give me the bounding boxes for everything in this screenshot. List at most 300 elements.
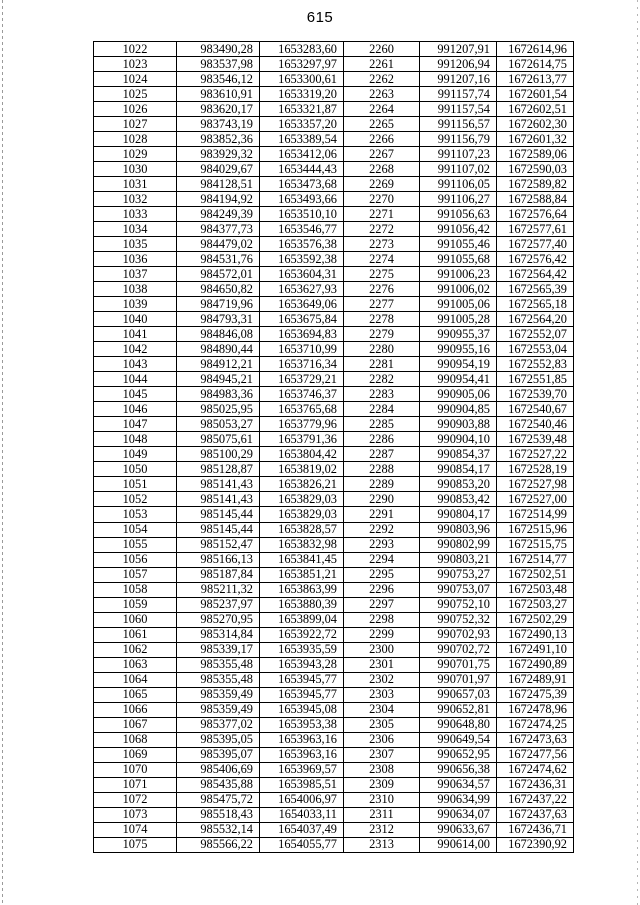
table-row <box>94 597 574 612</box>
point-id-cell: 1055 <box>94 537 177 552</box>
point-id-cell: 1054 <box>94 522 177 537</box>
point-id-cell: 1047 <box>94 417 177 432</box>
point-id-cell: 2296 <box>344 582 420 597</box>
x-coordinate-cell: 984719,96 <box>177 297 260 312</box>
x-coordinate-cell: 985145,44 <box>177 522 260 537</box>
y-coordinate-cell: 1653412,06 <box>260 147 344 162</box>
point-id-cell: 1031 <box>94 177 177 192</box>
y-coordinate-cell: 1653828,57 <box>260 522 344 537</box>
point-id-cell: 2310 <box>344 792 420 807</box>
y-coordinate-cell: 1654037,49 <box>260 822 344 837</box>
y-coordinate-cell: 1672514,77 <box>497 552 574 567</box>
table-row <box>94 447 574 462</box>
y-coordinate-cell: 1653319,20 <box>260 87 344 102</box>
x-coordinate-cell: 990955,37 <box>420 327 497 342</box>
point-id-cell: 2283 <box>344 387 420 402</box>
table-row <box>94 252 574 267</box>
point-id-cell: 2299 <box>344 627 420 642</box>
point-id-cell: 1041 <box>94 327 177 342</box>
point-id-cell: 2275 <box>344 267 420 282</box>
point-id-cell: 2294 <box>344 552 420 567</box>
table-row <box>94 462 574 477</box>
x-coordinate-cell: 984479,02 <box>177 237 260 252</box>
x-coordinate-cell: 990803,96 <box>420 522 497 537</box>
table-row <box>94 582 574 597</box>
point-id-cell: 1034 <box>94 222 177 237</box>
y-coordinate-cell: 1672515,96 <box>497 522 574 537</box>
x-coordinate-cell: 983490,28 <box>177 42 260 57</box>
y-coordinate-cell: 1672527,98 <box>497 477 574 492</box>
x-coordinate-cell: 984531,76 <box>177 252 260 267</box>
y-coordinate-cell: 1653765,68 <box>260 402 344 417</box>
table-row <box>94 72 574 87</box>
point-id-cell: 2312 <box>344 822 420 837</box>
table-row <box>94 297 574 312</box>
point-id-cell: 2295 <box>344 567 420 582</box>
x-coordinate-cell: 984572,01 <box>177 267 260 282</box>
table-row <box>94 537 574 552</box>
y-coordinate-cell: 1672540,67 <box>497 402 574 417</box>
y-coordinate-cell: 1672576,64 <box>497 207 574 222</box>
x-coordinate-cell: 991157,74 <box>420 87 497 102</box>
point-id-cell: 2306 <box>344 732 420 747</box>
y-coordinate-cell: 1672565,39 <box>497 282 574 297</box>
table-row <box>94 132 574 147</box>
table-row <box>94 357 574 372</box>
table-row <box>94 672 574 687</box>
point-id-cell: 1058 <box>94 582 177 597</box>
x-coordinate-cell: 991157,54 <box>420 102 497 117</box>
point-id-cell: 2308 <box>344 762 420 777</box>
y-coordinate-cell: 1672502,51 <box>497 567 574 582</box>
y-coordinate-cell: 1672552,83 <box>497 357 574 372</box>
y-coordinate-cell: 1653300,61 <box>260 72 344 87</box>
point-id-cell: 1043 <box>94 357 177 372</box>
point-id-cell: 1033 <box>94 207 177 222</box>
y-coordinate-cell: 1653627,93 <box>260 282 344 297</box>
table-row <box>94 267 574 282</box>
y-coordinate-cell: 1653963,16 <box>260 747 344 762</box>
point-id-cell: 1061 <box>94 627 177 642</box>
point-id-cell: 2270 <box>344 192 420 207</box>
point-id-cell: 1062 <box>94 642 177 657</box>
table-row <box>94 417 574 432</box>
point-id-cell: 1052 <box>94 492 177 507</box>
x-coordinate-cell: 990701,97 <box>420 672 497 687</box>
y-coordinate-cell: 1672539,70 <box>497 387 574 402</box>
x-coordinate-cell: 990652,95 <box>420 747 497 762</box>
y-coordinate-cell: 1653922,72 <box>260 627 344 642</box>
x-coordinate-cell: 985359,49 <box>177 687 260 702</box>
point-id-cell: 2272 <box>344 222 420 237</box>
point-id-cell: 2288 <box>344 462 420 477</box>
point-id-cell: 2273 <box>344 237 420 252</box>
table-row <box>94 747 574 762</box>
point-id-cell: 2290 <box>344 492 420 507</box>
x-coordinate-cell: 991056,63 <box>420 207 497 222</box>
y-coordinate-cell: 1654055,77 <box>260 837 344 852</box>
point-id-cell: 1038 <box>94 282 177 297</box>
table-row <box>94 177 574 192</box>
point-id-cell: 1059 <box>94 597 177 612</box>
point-id-cell: 2292 <box>344 522 420 537</box>
point-id-cell: 1070 <box>94 762 177 777</box>
y-coordinate-cell: 1672527,00 <box>497 492 574 507</box>
y-coordinate-cell: 1653851,21 <box>260 567 344 582</box>
y-coordinate-cell: 1653863,99 <box>260 582 344 597</box>
x-coordinate-cell: 983537,98 <box>177 57 260 72</box>
y-coordinate-cell: 1672490,89 <box>497 657 574 672</box>
y-coordinate-cell: 1653969,57 <box>260 762 344 777</box>
y-coordinate-cell: 1654033,11 <box>260 807 344 822</box>
table-row <box>94 717 574 732</box>
point-id-cell: 1060 <box>94 612 177 627</box>
table-row <box>94 207 574 222</box>
x-coordinate-cell: 990649,54 <box>420 732 497 747</box>
y-coordinate-cell: 1672515,75 <box>497 537 574 552</box>
y-coordinate-cell: 1653945,77 <box>260 687 344 702</box>
x-coordinate-cell: 985053,27 <box>177 417 260 432</box>
x-coordinate-cell: 985141,43 <box>177 477 260 492</box>
y-coordinate-cell: 1672564,42 <box>497 267 574 282</box>
x-coordinate-cell: 985395,05 <box>177 732 260 747</box>
y-coordinate-cell: 1672528,19 <box>497 462 574 477</box>
y-coordinate-cell: 1672514,99 <box>497 507 574 522</box>
y-coordinate-cell: 1653945,08 <box>260 702 344 717</box>
x-coordinate-cell: 984377,73 <box>177 222 260 237</box>
x-coordinate-cell: 990657,03 <box>420 687 497 702</box>
y-coordinate-cell: 1653829,03 <box>260 507 344 522</box>
x-coordinate-cell: 990853,20 <box>420 477 497 492</box>
table-row <box>94 432 574 447</box>
y-coordinate-cell: 1653819,02 <box>260 462 344 477</box>
point-id-cell: 2260 <box>344 42 420 57</box>
x-coordinate-cell: 990752,10 <box>420 597 497 612</box>
x-coordinate-cell: 990853,42 <box>420 492 497 507</box>
point-id-cell: 2287 <box>344 447 420 462</box>
x-coordinate-cell: 984650,82 <box>177 282 260 297</box>
x-coordinate-cell: 991106,05 <box>420 177 497 192</box>
x-coordinate-cell: 990802,99 <box>420 537 497 552</box>
y-coordinate-cell: 1653899,04 <box>260 612 344 627</box>
x-coordinate-cell: 990633,67 <box>420 822 497 837</box>
x-coordinate-cell: 985355,48 <box>177 657 260 672</box>
table-row <box>94 642 574 657</box>
x-coordinate-cell: 985270,95 <box>177 612 260 627</box>
point-id-cell: 1044 <box>94 372 177 387</box>
table-row <box>94 477 574 492</box>
y-coordinate-cell: 1672590,03 <box>497 162 574 177</box>
x-coordinate-cell: 984249,39 <box>177 207 260 222</box>
point-id-cell: 2300 <box>344 642 420 657</box>
x-coordinate-cell: 985395,07 <box>177 747 260 762</box>
y-coordinate-cell: 1653804,42 <box>260 447 344 462</box>
y-coordinate-cell: 1672576,42 <box>497 252 574 267</box>
point-id-cell: 1025 <box>94 87 177 102</box>
point-id-cell: 2301 <box>344 657 420 672</box>
y-coordinate-cell: 1672551,85 <box>497 372 574 387</box>
y-coordinate-cell: 1672540,46 <box>497 417 574 432</box>
y-coordinate-cell: 1653943,28 <box>260 657 344 672</box>
table-row <box>94 627 574 642</box>
x-coordinate-cell: 985339,17 <box>177 642 260 657</box>
x-coordinate-cell: 991006,02 <box>420 282 497 297</box>
x-coordinate-cell: 990701,75 <box>420 657 497 672</box>
x-coordinate-cell: 991206,94 <box>420 57 497 72</box>
table-row <box>94 657 574 672</box>
y-coordinate-cell: 1653935,59 <box>260 642 344 657</box>
y-coordinate-cell: 1672436,31 <box>497 777 574 792</box>
point-id-cell: 1042 <box>94 342 177 357</box>
x-coordinate-cell: 984890,44 <box>177 342 260 357</box>
y-coordinate-cell: 1672564,20 <box>497 312 574 327</box>
point-id-cell: 2307 <box>344 747 420 762</box>
y-coordinate-cell: 1672614,96 <box>497 42 574 57</box>
y-coordinate-cell: 1672390,92 <box>497 837 574 852</box>
point-id-cell: 1040 <box>94 312 177 327</box>
x-coordinate-cell: 985128,87 <box>177 462 260 477</box>
table-row <box>94 822 574 837</box>
x-coordinate-cell: 985187,84 <box>177 567 260 582</box>
point-id-cell: 1074 <box>94 822 177 837</box>
point-id-cell: 1046 <box>94 402 177 417</box>
y-coordinate-cell: 1672602,30 <box>497 117 574 132</box>
x-coordinate-cell: 990634,99 <box>420 792 497 807</box>
table-row <box>94 552 574 567</box>
x-coordinate-cell: 991106,27 <box>420 192 497 207</box>
point-id-cell: 2282 <box>344 372 420 387</box>
y-coordinate-cell: 1672437,22 <box>497 792 574 807</box>
point-id-cell: 2293 <box>344 537 420 552</box>
x-coordinate-cell: 984912,21 <box>177 357 260 372</box>
x-coordinate-cell: 990753,27 <box>420 567 497 582</box>
x-coordinate-cell: 991056,42 <box>420 222 497 237</box>
y-coordinate-cell: 1672473,63 <box>497 732 574 747</box>
table-row <box>94 102 574 117</box>
table-row <box>94 687 574 702</box>
x-coordinate-cell: 990803,21 <box>420 552 497 567</box>
y-coordinate-cell: 1672490,13 <box>497 627 574 642</box>
y-coordinate-cell: 1653649,06 <box>260 297 344 312</box>
point-id-cell: 1023 <box>94 57 177 72</box>
x-coordinate-cell: 984128,51 <box>177 177 260 192</box>
x-coordinate-cell: 985377,02 <box>177 717 260 732</box>
x-coordinate-cell: 991156,57 <box>420 117 497 132</box>
point-id-cell: 1026 <box>94 102 177 117</box>
y-coordinate-cell: 1672577,61 <box>497 222 574 237</box>
y-coordinate-cell: 1653963,16 <box>260 732 344 747</box>
point-id-cell: 2286 <box>344 432 420 447</box>
y-coordinate-cell: 1653297,97 <box>260 57 344 72</box>
x-coordinate-cell: 990634,07 <box>420 807 497 822</box>
point-id-cell: 1072 <box>94 792 177 807</box>
point-id-cell: 2305 <box>344 717 420 732</box>
y-coordinate-cell: 1653985,51 <box>260 777 344 792</box>
y-coordinate-cell: 1653953,38 <box>260 717 344 732</box>
point-id-cell: 1069 <box>94 747 177 762</box>
y-coordinate-cell: 1653832,98 <box>260 537 344 552</box>
y-coordinate-cell: 1672539,48 <box>497 432 574 447</box>
point-id-cell: 1032 <box>94 192 177 207</box>
table-row <box>94 312 574 327</box>
x-coordinate-cell: 985355,48 <box>177 672 260 687</box>
table-row <box>94 402 574 417</box>
page-number: 615 <box>306 9 334 26</box>
x-coordinate-cell: 991006,23 <box>420 267 497 282</box>
point-id-cell: 1050 <box>94 462 177 477</box>
table-row <box>94 777 574 792</box>
table-row <box>94 387 574 402</box>
point-id-cell: 2265 <box>344 117 420 132</box>
point-id-cell: 2263 <box>344 87 420 102</box>
x-coordinate-cell: 984983,36 <box>177 387 260 402</box>
point-id-cell: 2279 <box>344 327 420 342</box>
point-id-cell: 2266 <box>344 132 420 147</box>
x-coordinate-cell: 984194,92 <box>177 192 260 207</box>
point-id-cell: 1024 <box>94 72 177 87</box>
y-coordinate-cell: 1653510,10 <box>260 207 344 222</box>
table-row <box>94 57 574 72</box>
x-coordinate-cell: 985166,13 <box>177 552 260 567</box>
table-row <box>94 492 574 507</box>
point-id-cell: 2267 <box>344 147 420 162</box>
x-coordinate-cell: 990656,38 <box>420 762 497 777</box>
y-coordinate-cell: 1672601,32 <box>497 132 574 147</box>
point-id-cell: 1035 <box>94 237 177 252</box>
point-id-cell: 2274 <box>344 252 420 267</box>
table-row <box>94 807 574 822</box>
x-coordinate-cell: 985100,29 <box>177 447 260 462</box>
x-coordinate-cell: 983929,32 <box>177 147 260 162</box>
y-coordinate-cell: 1653283,60 <box>260 42 344 57</box>
y-coordinate-cell: 1672489,91 <box>497 672 574 687</box>
x-coordinate-cell: 985435,88 <box>177 777 260 792</box>
point-id-cell: 2261 <box>344 57 420 72</box>
table-row <box>94 507 574 522</box>
x-coordinate-cell: 985532,14 <box>177 822 260 837</box>
y-coordinate-cell: 1672437,63 <box>497 807 574 822</box>
point-id-cell: 1039 <box>94 297 177 312</box>
x-coordinate-cell: 990648,80 <box>420 717 497 732</box>
x-coordinate-cell: 985518,43 <box>177 807 260 822</box>
x-coordinate-cell: 991055,46 <box>420 237 497 252</box>
table-row <box>94 372 574 387</box>
y-coordinate-cell: 1672474,62 <box>497 762 574 777</box>
y-coordinate-cell: 1653746,37 <box>260 387 344 402</box>
point-id-cell: 1075 <box>94 837 177 852</box>
x-coordinate-cell: 991156,79 <box>420 132 497 147</box>
y-coordinate-cell: 1653829,03 <box>260 492 344 507</box>
x-coordinate-cell: 985211,32 <box>177 582 260 597</box>
table-row <box>94 837 574 852</box>
x-coordinate-cell: 991055,68 <box>420 252 497 267</box>
x-coordinate-cell: 990634,57 <box>420 777 497 792</box>
point-id-cell: 1051 <box>94 477 177 492</box>
y-coordinate-cell: 1653321,87 <box>260 102 344 117</box>
y-coordinate-cell: 1672565,18 <box>497 297 574 312</box>
x-coordinate-cell: 983546,12 <box>177 72 260 87</box>
y-coordinate-cell: 1672553,04 <box>497 342 574 357</box>
x-coordinate-cell: 990954,41 <box>420 372 497 387</box>
point-id-cell: 2303 <box>344 687 420 702</box>
x-coordinate-cell: 990702,72 <box>420 642 497 657</box>
point-id-cell: 1066 <box>94 702 177 717</box>
x-coordinate-cell: 985141,43 <box>177 492 260 507</box>
table-row <box>94 612 574 627</box>
y-coordinate-cell: 1653592,38 <box>260 252 344 267</box>
x-coordinate-cell: 990854,17 <box>420 462 497 477</box>
x-coordinate-cell: 985566,22 <box>177 837 260 852</box>
x-coordinate-cell: 985237,97 <box>177 597 260 612</box>
y-coordinate-cell: 1653945,77 <box>260 672 344 687</box>
point-id-cell: 2291 <box>344 507 420 522</box>
x-coordinate-cell: 991107,02 <box>420 162 497 177</box>
y-coordinate-cell: 1672436,71 <box>497 822 574 837</box>
x-coordinate-cell: 983852,36 <box>177 132 260 147</box>
point-id-cell: 2302 <box>344 672 420 687</box>
point-id-cell: 1030 <box>94 162 177 177</box>
point-id-cell: 2280 <box>344 342 420 357</box>
table-row <box>94 162 574 177</box>
point-id-cell: 2262 <box>344 72 420 87</box>
x-coordinate-cell: 984029,67 <box>177 162 260 177</box>
x-coordinate-cell: 990905,06 <box>420 387 497 402</box>
y-coordinate-cell: 1672477,56 <box>497 747 574 762</box>
table-row <box>94 327 574 342</box>
y-coordinate-cell: 1653389,54 <box>260 132 344 147</box>
x-coordinate-cell: 990954,19 <box>420 357 497 372</box>
point-id-cell: 1022 <box>94 42 177 57</box>
y-coordinate-cell: 1672475,39 <box>497 687 574 702</box>
page-edge-left <box>2 0 3 905</box>
y-coordinate-cell: 1653826,21 <box>260 477 344 492</box>
x-coordinate-cell: 990752,32 <box>420 612 497 627</box>
x-coordinate-cell: 983620,17 <box>177 102 260 117</box>
x-coordinate-cell: 984945,21 <box>177 372 260 387</box>
point-id-cell: 2284 <box>344 402 420 417</box>
y-coordinate-cell: 1653473,68 <box>260 177 344 192</box>
y-coordinate-cell: 1653493,66 <box>260 192 344 207</box>
x-coordinate-cell: 985025,95 <box>177 402 260 417</box>
x-coordinate-cell: 985075,61 <box>177 432 260 447</box>
y-coordinate-cell: 1672552,07 <box>497 327 574 342</box>
x-coordinate-cell: 990903,88 <box>420 417 497 432</box>
y-coordinate-cell: 1672478,96 <box>497 702 574 717</box>
point-id-cell: 2271 <box>344 207 420 222</box>
point-id-cell: 2298 <box>344 612 420 627</box>
y-coordinate-cell: 1653729,21 <box>260 372 344 387</box>
y-coordinate-cell: 1653880,39 <box>260 597 344 612</box>
y-coordinate-cell: 1672502,29 <box>497 612 574 627</box>
page-edge-right <box>637 0 638 905</box>
x-coordinate-cell: 990854,37 <box>420 447 497 462</box>
x-coordinate-cell: 991005,06 <box>420 297 497 312</box>
point-id-cell: 2297 <box>344 597 420 612</box>
point-id-cell: 1049 <box>94 447 177 462</box>
point-id-cell: 1036 <box>94 252 177 267</box>
point-id-cell: 2278 <box>344 312 420 327</box>
table-row <box>94 732 574 747</box>
y-coordinate-cell: 1653576,38 <box>260 237 344 252</box>
point-id-cell: 2268 <box>344 162 420 177</box>
x-coordinate-cell: 985359,49 <box>177 702 260 717</box>
table-row <box>94 792 574 807</box>
point-id-cell: 2277 <box>344 297 420 312</box>
point-id-cell: 2309 <box>344 777 420 792</box>
y-coordinate-cell: 1672613,77 <box>497 72 574 87</box>
table-row <box>94 117 574 132</box>
y-coordinate-cell: 1672527,22 <box>497 447 574 462</box>
